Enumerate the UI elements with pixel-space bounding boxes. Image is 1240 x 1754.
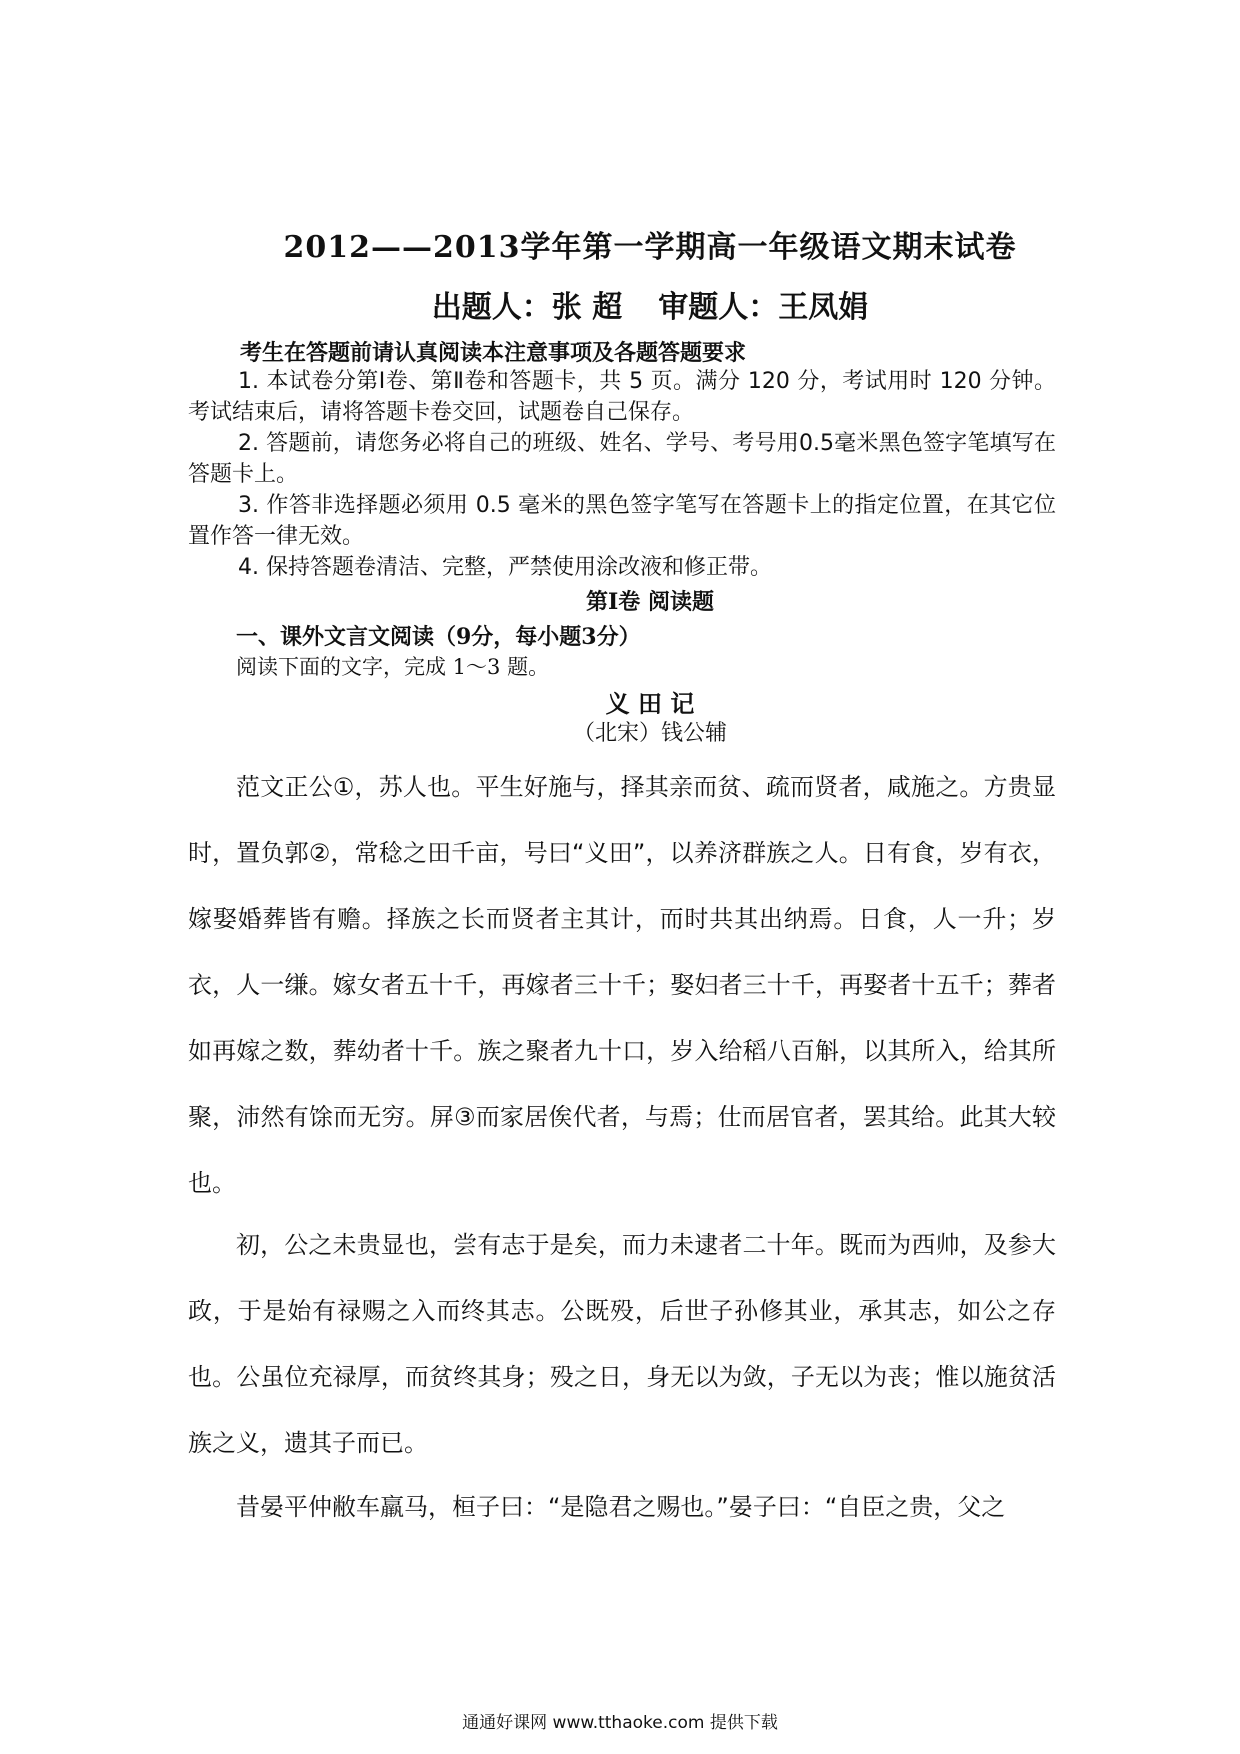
passage-paragraph-2: 初，公之未贵显也，尝有志于是矣，而力未逮者二十年。既而为西帅，及参大政，于是始有禄赐之入而终其志。公既殁，后世子孙修其业，承其志，如公之存也。公虽位充禄厚，而贫终其身；殁之日，身无以为敛，子无以为丧；惟以施贫活族之义，遗其子而已。: [188, 1231, 1056, 1457]
passage-paragraph-3: 昔晏平仲敝车羸马，桓子曰：“是隐君之赐也。”晏子曰：“自臣之贵，父之: [236, 1493, 1006, 1521]
question-setter: 出题人：张 超: [431, 290, 623, 325]
notice-heading: 考生在答题前请认真阅读本注意事项及各题答题要求: [240, 340, 747, 366]
passage-paragraph-1: 范文正公①，苏人也。平生好施与，择其亲而贫、疏而贤者，咸施之。方贵显时，置负郭②，常稔之田千亩，号曰“义田”，以养济群族之人。日有食，岁有衣，嫁娶婚葬皆有赡。择族之长而贤者主其计，而时共其出纳焉。日食，人一升；岁衣，人一缣。嫁女者五十千，再嫁者三十千；娶妇者三十千，再娶者十五千；葬者如再嫁之数，葬幼者十千。族之聚者九十口，岁入给稻八百斛，以其所入，给其所聚，沛然有馀而无穷。屏③而家居俟代者，与焉；仕而居官者，罢其给。此其大较也。: [188, 773, 1056, 1197]
notice-list: [188, 366, 1056, 583]
section-title: 一、课外文言文阅读（9分，每小题3分）: [236, 624, 641, 650]
notice-item-4: 4. 保持答题卷清洁、完整，严禁使用涂改液和修正带。: [238, 555, 772, 580]
passage-author: （北宋）钱公辅: [572, 721, 727, 746]
notice-item-1: 1. 本试卷分第Ⅰ卷、第Ⅱ卷和答题卡，共 5 页。满分 120 分，考试用时 120 分钟。考试结束后，请将答题卡卷交回，试题卷自己保存。: [188, 369, 1056, 425]
question-reviewer: 审题人：王凤娟: [658, 290, 869, 325]
authors-line: [200, 282, 1100, 326]
passage-title: 义 田 记: [605, 689, 695, 718]
notice-item-2: 2. 答题前，请您务必将自己的班级、姓名、学号、考号用0.5毫米黑色签字笔填写在答题卡上。: [188, 431, 1056, 487]
exam-title: 2012——2013学年第一学期高一年级语文期末试卷: [283, 230, 1017, 265]
notice-item-3: 3. 作答非选择题必须用 0.5 毫米的黑色签字笔写在答题卡上的指定位置，在其它位置作答一律无效。: [188, 493, 1056, 549]
footer-watermark: 通通好课网 www.tthaoke.com 提供下载: [462, 1713, 778, 1733]
volume-title: 第Ⅰ卷 阅读题: [586, 589, 714, 615]
reading-instruction: 阅读下面的文字，完成 1～3 题。: [236, 655, 550, 679]
